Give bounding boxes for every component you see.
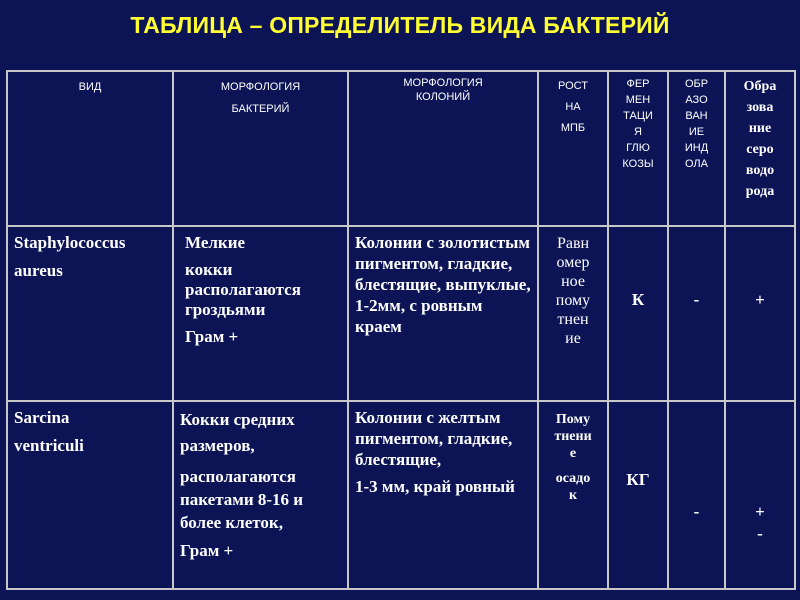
growth-cell: Пому тнени е осадо к — [538, 401, 608, 589]
header-h2s-formation: Обра зова ние серо водо рода — [725, 71, 795, 226]
header-row — [7, 71, 795, 226]
page-title: ТАБЛИЦА – ОПРЕДЕЛИТЕЛЬ ВИДА БАКТЕРИЙ — [130, 12, 670, 38]
morphology-bacteria-cell: Мелкие кокки располагаются гроздьями Грам + — [173, 226, 348, 400]
header-morphology-colonies: МОРФОЛОГИЯ КОЛОНИЙ — [348, 71, 538, 226]
table-row — [7, 226, 795, 400]
header-species: ВИД — [7, 71, 173, 226]
glucose-result: К — [608, 226, 668, 400]
h2s-result: + - — [725, 401, 795, 589]
header-growth-mpb: РОСТ НА МПБ — [538, 71, 608, 226]
indole-result: - — [668, 226, 725, 400]
header-morphology-bacteria: МОРФОЛОГИЯ БАКТЕРИЙ — [173, 71, 348, 226]
morphology-colonies-cell: Колонии с желтым пигментом, гладкие, блестящие, 1-3 мм, край ровный — [348, 401, 538, 589]
indole-result: - — [668, 401, 725, 589]
table-row — [7, 401, 795, 589]
species-cell: Sarcina ventriculi — [7, 401, 173, 589]
morphology-bacteria-cell: Кокки средних размеров, располагаются пакетами 8-16 и более клеток, Грам + — [173, 401, 348, 589]
bacteria-identification-table — [6, 70, 796, 590]
glucose-result: КГ — [608, 401, 668, 589]
growth-cell: Равн омер ное пому тнен ие — [538, 226, 608, 400]
species-cell: Staphylococcus aureus — [7, 226, 173, 400]
h2s-result: + — [725, 226, 795, 400]
header-glucose-fermentation: ФЕР МЕН ТАЦИ Я ГЛЮ КОЗЫ — [608, 71, 668, 226]
morphology-colonies-cell: Колонии с золотистым пигментом, гладкие, блестящие, выпуклые, 1-2мм, с ровным краем — [348, 226, 538, 400]
header-indole-formation: ОБР АЗО ВАН ИЕ ИНД ОЛА — [668, 71, 725, 226]
